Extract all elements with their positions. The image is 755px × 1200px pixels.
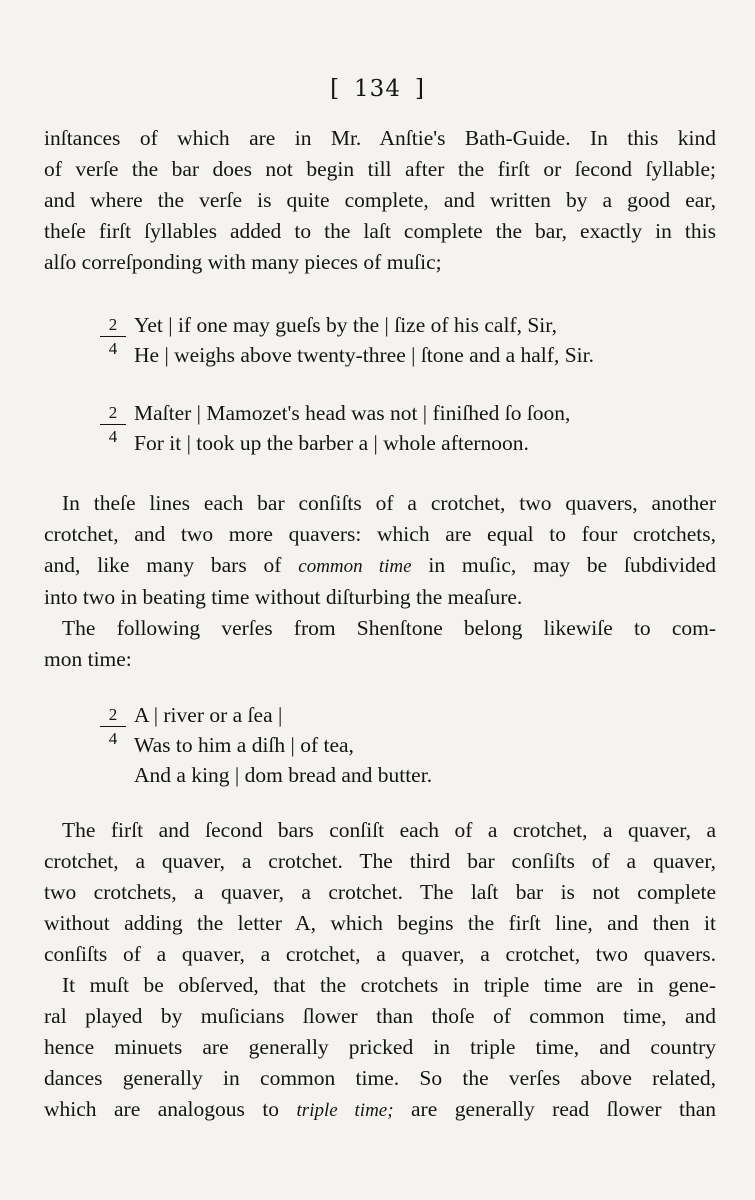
verse-text: Was to him a diſh | of tea,	[134, 733, 354, 757]
paragraph-line: dances generally in common time. So the verſes above related,	[44, 1066, 716, 1090]
time-signature-top: 2	[100, 402, 126, 425]
verse-text: For it | took up the barber a | whole afternoon.	[134, 431, 529, 455]
paragraph-line: two crotchets, a quaver, a crotchet. The laſt bar is not complete	[44, 880, 716, 904]
time-signature-bottom: 4	[108, 339, 118, 358]
text-span: are generally read ſlower than	[393, 1097, 717, 1121]
bracket-close: ]	[414, 76, 425, 102]
paragraph-3	[44, 815, 716, 1126]
italic-term: triple time;	[296, 1100, 394, 1121]
verse-line	[100, 340, 700, 370]
verse-line	[100, 730, 700, 760]
paragraph-line	[44, 1094, 716, 1126]
paragraph-line: and where the verſe is quite complete, and written by a good ear,	[44, 188, 716, 212]
time-signature-bottom: 4	[108, 427, 118, 446]
paragraph-line	[44, 550, 716, 582]
verse-text: Yet | if one may gueſs by the | ſize of his calf, Sir,	[134, 313, 557, 337]
verse-text: And a king | dom bread and butter.	[134, 763, 433, 787]
paragraph-line: without adding the letter A, which begins the firſt line, and then it	[44, 911, 716, 935]
time-signature-top: 2	[100, 314, 126, 337]
verse-1	[100, 310, 700, 370]
paragraph-line: hence minuets are generally pricked in triple time, and country	[44, 1035, 716, 1059]
paragraph-line: inſtances of which are in Mr. Anſtie's Bath-Guide. In this kind	[44, 126, 716, 150]
verse-2	[100, 398, 700, 458]
verse-3	[100, 700, 700, 790]
page-header	[0, 76, 755, 102]
paragraph-line: mon time:	[44, 647, 132, 671]
verse-text: Maſter | Mamozet's head was not | finiſhed ſo ſoon,	[134, 401, 571, 425]
verse-line	[100, 760, 700, 790]
paragraph-line: into two in beating time without diſturbing the meaſure.	[44, 585, 523, 609]
time-signature-top: 2	[100, 704, 126, 727]
verse-line	[100, 700, 700, 730]
paragraph-2	[44, 488, 716, 675]
verse-text: He | weighs above twenty-three | ſtone and a half, Sir.	[134, 343, 594, 367]
paragraph-line: In theſe lines each bar conſiſts of a crotchet, two quavers, another	[62, 491, 716, 515]
verse-line	[100, 310, 700, 340]
paragraph-1	[44, 123, 716, 278]
time-signature-bottom: 4	[108, 729, 118, 748]
paragraph-line: theſe firſt ſyllables added to the laſt complete the bar, exactly in this	[44, 219, 716, 243]
verse-line	[100, 398, 700, 428]
paragraph-line: alſo correſponding with many pieces of muſic;	[44, 250, 442, 274]
verse-line	[100, 428, 700, 458]
verse-text: A | river or a ſea |	[134, 703, 283, 727]
paragraph-line: It muſt be obſerved, that the crotchets in triple time are in gene-	[62, 973, 716, 997]
paragraph-line: of verſe the bar does not begin till after the firſt or ſecond ſyllable;	[44, 157, 716, 181]
text-span: which are analogous to	[44, 1097, 297, 1121]
page-number: 134	[354, 76, 401, 102]
text-span: in muſic, may be ſubdivided	[411, 553, 717, 577]
paragraph-line: crotchet, a quaver, a crotchet. The third bar conſiſts of a quaver,	[44, 849, 716, 873]
paragraph-line: ral played by muſicians ſlower than thoſe of common time, and	[44, 1004, 716, 1028]
paragraph-line: The firſt and ſecond bars conſiſt each of a crotchet, a quaver, a	[62, 818, 716, 842]
bracket-open: [	[330, 76, 341, 102]
paragraph-line: The following verſes from Shenſtone belong likewiſe to com-	[62, 616, 716, 640]
text-span: and, like many bars of	[44, 553, 299, 577]
paragraph-line: crotchet, and two more quavers: which are equal to four crotchets,	[44, 522, 716, 546]
italic-term: common time	[298, 556, 412, 577]
paragraph-line: conſiſts of a quaver, a crotchet, a quaver, a crotchet, two quavers.	[44, 942, 716, 966]
